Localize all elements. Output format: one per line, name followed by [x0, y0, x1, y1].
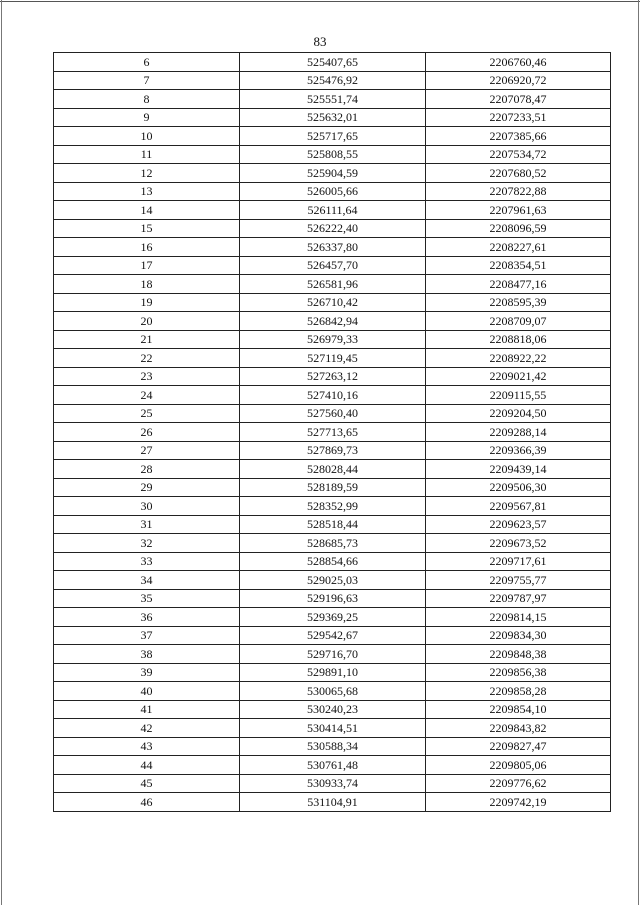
point-number-cell: 36: [54, 608, 240, 627]
table-row: [54, 571, 611, 590]
y-coordinate-cell: 2209776,62: [426, 774, 611, 793]
y-coordinate-cell: 2209366,39: [426, 441, 611, 460]
table-row: [54, 460, 611, 479]
point-number-cell: 13: [54, 182, 240, 201]
x-coordinate-cell: 525717,65: [240, 127, 426, 146]
point-number-cell: 11: [54, 145, 240, 164]
y-coordinate-cell: 2208477,16: [426, 275, 611, 294]
y-coordinate-cell: 2207822,88: [426, 182, 611, 201]
x-coordinate-cell: 529891,10: [240, 663, 426, 682]
x-coordinate-cell: 530414,51: [240, 719, 426, 738]
x-coordinate-cell: 530240,23: [240, 700, 426, 719]
x-coordinate-cell: 526222,40: [240, 219, 426, 238]
x-coordinate-cell: 526710,42: [240, 293, 426, 312]
table-row: [54, 441, 611, 460]
table-row: [54, 90, 611, 109]
y-coordinate-cell: 2209115,55: [426, 386, 611, 405]
x-coordinate-cell: 529542,67: [240, 626, 426, 645]
point-number-cell: 6: [54, 53, 240, 72]
table-row: [54, 700, 611, 719]
table-row: [54, 108, 611, 127]
point-number-cell: 18: [54, 275, 240, 294]
point-number-cell: 40: [54, 682, 240, 701]
page-edge-right: [638, 0, 639, 905]
point-number-cell: 19: [54, 293, 240, 312]
x-coordinate-cell: 529196,63: [240, 589, 426, 608]
y-coordinate-cell: 2208354,51: [426, 256, 611, 275]
x-coordinate-cell: 525407,65: [240, 53, 426, 72]
x-coordinate-cell: 528854,66: [240, 552, 426, 571]
x-coordinate-cell: 528189,59: [240, 478, 426, 497]
point-number-cell: 29: [54, 478, 240, 497]
y-coordinate-cell: 2209755,77: [426, 571, 611, 590]
y-coordinate-cell: 2209834,30: [426, 626, 611, 645]
point-number-cell: 21: [54, 330, 240, 349]
x-coordinate-cell: 526842,94: [240, 312, 426, 331]
point-number-cell: 38: [54, 645, 240, 664]
y-coordinate-cell: 2209506,30: [426, 478, 611, 497]
point-number-cell: 26: [54, 423, 240, 442]
x-coordinate-cell: 525808,55: [240, 145, 426, 164]
y-coordinate-cell: 2207961,63: [426, 201, 611, 220]
point-number-cell: 12: [54, 164, 240, 183]
point-number-cell: 14: [54, 201, 240, 220]
table-row: [54, 737, 611, 756]
y-coordinate-cell: 2208227,61: [426, 238, 611, 257]
point-number-cell: 34: [54, 571, 240, 590]
table-row: [54, 793, 611, 812]
point-number-cell: 25: [54, 404, 240, 423]
y-coordinate-cell: 2209858,28: [426, 682, 611, 701]
table-row: [54, 497, 611, 516]
x-coordinate-cell: 528685,73: [240, 534, 426, 553]
y-coordinate-cell: 2209805,06: [426, 756, 611, 775]
x-coordinate-cell: 530761,48: [240, 756, 426, 775]
table-row: [54, 349, 611, 368]
y-coordinate-cell: 2209827,47: [426, 737, 611, 756]
table-row: [54, 293, 611, 312]
x-coordinate-cell: 527869,73: [240, 441, 426, 460]
y-coordinate-cell: 2209814,15: [426, 608, 611, 627]
table-row: [54, 404, 611, 423]
point-number-cell: 37: [54, 626, 240, 645]
x-coordinate-cell: 525551,74: [240, 90, 426, 109]
point-number-cell: 31: [54, 515, 240, 534]
y-coordinate-cell: 2209439,14: [426, 460, 611, 479]
table-row: [54, 182, 611, 201]
table-row: [54, 682, 611, 701]
x-coordinate-cell: 527560,40: [240, 404, 426, 423]
y-coordinate-cell: 2209742,19: [426, 793, 611, 812]
table-row: [54, 367, 611, 386]
page-number: 83: [313, 34, 327, 49]
page-edge-left: [1, 0, 2, 905]
point-number-cell: 30: [54, 497, 240, 516]
point-number-cell: 20: [54, 312, 240, 331]
x-coordinate-cell: 530588,34: [240, 737, 426, 756]
y-coordinate-cell: 2207233,51: [426, 108, 611, 127]
x-coordinate-cell: 528518,44: [240, 515, 426, 534]
point-number-cell: 42: [54, 719, 240, 738]
y-coordinate-cell: 2206760,46: [426, 53, 611, 72]
table-row: [54, 589, 611, 608]
y-coordinate-cell: 2209854,10: [426, 700, 611, 719]
y-coordinate-cell: 2209843,82: [426, 719, 611, 738]
table-row: [54, 756, 611, 775]
y-coordinate-cell: 2209204,50: [426, 404, 611, 423]
x-coordinate-cell: 526111,64: [240, 201, 426, 220]
x-coordinate-cell: 529369,25: [240, 608, 426, 627]
table-row: [54, 275, 611, 294]
point-number-cell: 35: [54, 589, 240, 608]
table-row: [54, 719, 611, 738]
table-row: [54, 608, 611, 627]
x-coordinate-cell: 529716,70: [240, 645, 426, 664]
table-row: [54, 626, 611, 645]
x-coordinate-cell: 526457,70: [240, 256, 426, 275]
point-number-cell: 16: [54, 238, 240, 257]
y-coordinate-cell: 2209623,57: [426, 515, 611, 534]
x-coordinate-cell: 527410,16: [240, 386, 426, 405]
y-coordinate-cell: 2209848,38: [426, 645, 611, 664]
point-number-cell: 7: [54, 71, 240, 90]
x-coordinate-cell: 530065,68: [240, 682, 426, 701]
y-coordinate-cell: 2207385,66: [426, 127, 611, 146]
table-row: [54, 534, 611, 553]
point-number-cell: 17: [54, 256, 240, 275]
y-coordinate-cell: 2208709,07: [426, 312, 611, 331]
y-coordinate-cell: 2209787,97: [426, 589, 611, 608]
y-coordinate-cell: 2209856,38: [426, 663, 611, 682]
table-row: [54, 386, 611, 405]
point-number-cell: 15: [54, 219, 240, 238]
point-number-cell: 44: [54, 756, 240, 775]
y-coordinate-cell: 2207680,52: [426, 164, 611, 183]
table-row: [54, 330, 611, 349]
point-number-cell: 45: [54, 774, 240, 793]
table-row: [54, 552, 611, 571]
x-coordinate-cell: 528352,99: [240, 497, 426, 516]
table-row: [54, 71, 611, 90]
coordinates-table: [53, 52, 611, 812]
x-coordinate-cell: 525476,92: [240, 71, 426, 90]
x-coordinate-cell: 527263,12: [240, 367, 426, 386]
point-number-cell: 22: [54, 349, 240, 368]
point-number-cell: 24: [54, 386, 240, 405]
point-number-cell: 28: [54, 460, 240, 479]
table-row: [54, 774, 611, 793]
x-coordinate-cell: 525904,59: [240, 164, 426, 183]
y-coordinate-cell: 2208818,06: [426, 330, 611, 349]
table-row: [54, 127, 611, 146]
table-row: [54, 219, 611, 238]
y-coordinate-cell: 2206920,72: [426, 71, 611, 90]
point-number-cell: 10: [54, 127, 240, 146]
table-row: [54, 478, 611, 497]
table-row: [54, 238, 611, 257]
x-coordinate-cell: 525632,01: [240, 108, 426, 127]
x-coordinate-cell: 526005,66: [240, 182, 426, 201]
point-number-cell: 43: [54, 737, 240, 756]
table-row: [54, 515, 611, 534]
x-coordinate-cell: 531104,91: [240, 793, 426, 812]
x-coordinate-cell: 526979,33: [240, 330, 426, 349]
x-coordinate-cell: 528028,44: [240, 460, 426, 479]
page-edge-top: [0, 1, 640, 2]
table-row: [54, 201, 611, 220]
y-coordinate-cell: 2209567,81: [426, 497, 611, 516]
y-coordinate-cell: 2209021,42: [426, 367, 611, 386]
x-coordinate-cell: 527713,65: [240, 423, 426, 442]
x-coordinate-cell: 530933,74: [240, 774, 426, 793]
y-coordinate-cell: 2207534,72: [426, 145, 611, 164]
y-coordinate-cell: 2209673,52: [426, 534, 611, 553]
point-number-cell: 27: [54, 441, 240, 460]
coordinates-table-body: [54, 53, 611, 812]
point-number-cell: 23: [54, 367, 240, 386]
table-row: [54, 256, 611, 275]
y-coordinate-cell: 2209288,14: [426, 423, 611, 442]
table-row: [54, 164, 611, 183]
y-coordinate-cell: 2209717,61: [426, 552, 611, 571]
point-number-cell: 32: [54, 534, 240, 553]
table-row: [54, 312, 611, 331]
table-row: [54, 645, 611, 664]
y-coordinate-cell: 2207078,47: [426, 90, 611, 109]
point-number-cell: 9: [54, 108, 240, 127]
y-coordinate-cell: 2208096,59: [426, 219, 611, 238]
x-coordinate-cell: 526337,80: [240, 238, 426, 257]
x-coordinate-cell: 529025,03: [240, 571, 426, 590]
x-coordinate-cell: 526581,96: [240, 275, 426, 294]
point-number-cell: 41: [54, 700, 240, 719]
y-coordinate-cell: 2208922,22: [426, 349, 611, 368]
point-number-cell: 8: [54, 90, 240, 109]
table-row: [54, 423, 611, 442]
x-coordinate-cell: 527119,45: [240, 349, 426, 368]
point-number-cell: 33: [54, 552, 240, 571]
y-coordinate-cell: 2208595,39: [426, 293, 611, 312]
point-number-cell: 39: [54, 663, 240, 682]
table-row: [54, 145, 611, 164]
table-row: [54, 53, 611, 72]
table-row: [54, 663, 611, 682]
point-number-cell: 46: [54, 793, 240, 812]
